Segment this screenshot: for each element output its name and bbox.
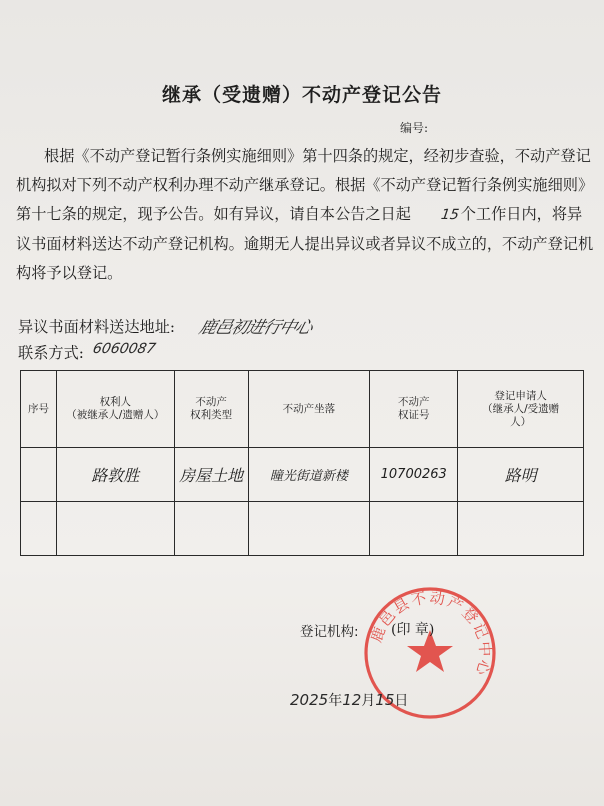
objection-address-label: 异议书面材料送达地址: [18, 318, 175, 336]
table-cell [21, 448, 57, 502]
header-seq: 序号 [21, 371, 57, 448]
table-cell [370, 502, 458, 556]
header-applicant: 登记申请人 （继承人/受遗赠 人） [458, 371, 584, 448]
header-location: 不动产坐落 [248, 371, 370, 448]
table-cell-holder: 路敦胜 [56, 448, 174, 502]
header-right-holder: 权利人 （被继承人/遗赠人） [56, 371, 174, 448]
registry-label: 登记机构: [300, 624, 359, 640]
contact-label: 联系方式: [18, 344, 84, 362]
notice-paragraph [16, 142, 594, 288]
handwritten-days: 15 [439, 207, 460, 223]
table-cell [56, 502, 174, 556]
date-year: 2025 [290, 691, 329, 709]
table-cell [21, 502, 57, 556]
registry-stamp-placeholder: (印 章) [391, 622, 435, 638]
table-row [21, 502, 584, 556]
table-cell-cert: 10700263 [370, 448, 458, 502]
date-day: 15 [375, 691, 395, 709]
date-line [290, 690, 408, 710]
notice-text-part1: 根据《不动产登记暂行条例实施细则》第十四条的规定，经初步查验，不动产登记机构拟对下列不动产权利办理不动产继承登记。根据《不动产登记暂行条例实施细则》第十七条的规定，现予公告。如有异议，请自本公告之日起 [16, 147, 594, 223]
table-cell [458, 502, 584, 556]
header-certificate-no: 不动产 权证号 [370, 371, 458, 448]
table-header-row [21, 371, 584, 448]
table-cell-applicant: 路明 [458, 448, 584, 502]
table-cell [248, 502, 370, 556]
table-row [21, 448, 584, 502]
header-right-type: 不动产 权利类型 [174, 371, 248, 448]
date-month: 12 [342, 691, 362, 709]
table-cell [174, 502, 248, 556]
table-cell-type: 房屋土地 [174, 448, 248, 502]
registration-table [20, 370, 584, 556]
date-month-unit: 月 [361, 693, 376, 709]
date-day-unit: 日 [394, 693, 409, 709]
notice-text-part2: 个工作日内，将异议书面材料送达不动产登记机构。逾期无人提出异议或者异议不成立的，不动产登记机构将予以登记。 [16, 205, 594, 282]
contact-value: 6060087 [91, 341, 158, 357]
date-year-unit: 年 [328, 693, 343, 709]
serial-number-label: 编号: [400, 121, 429, 135]
table-cell-location: 瞳光街道新楼 [248, 448, 370, 502]
document-title: 继承（受遗赠）不动产登记公告 [161, 84, 442, 106]
seal-text: 鹿邑县不动产登记中心 [367, 588, 495, 680]
objection-address-value: 鹿邑初进行中心 [196, 318, 315, 338]
